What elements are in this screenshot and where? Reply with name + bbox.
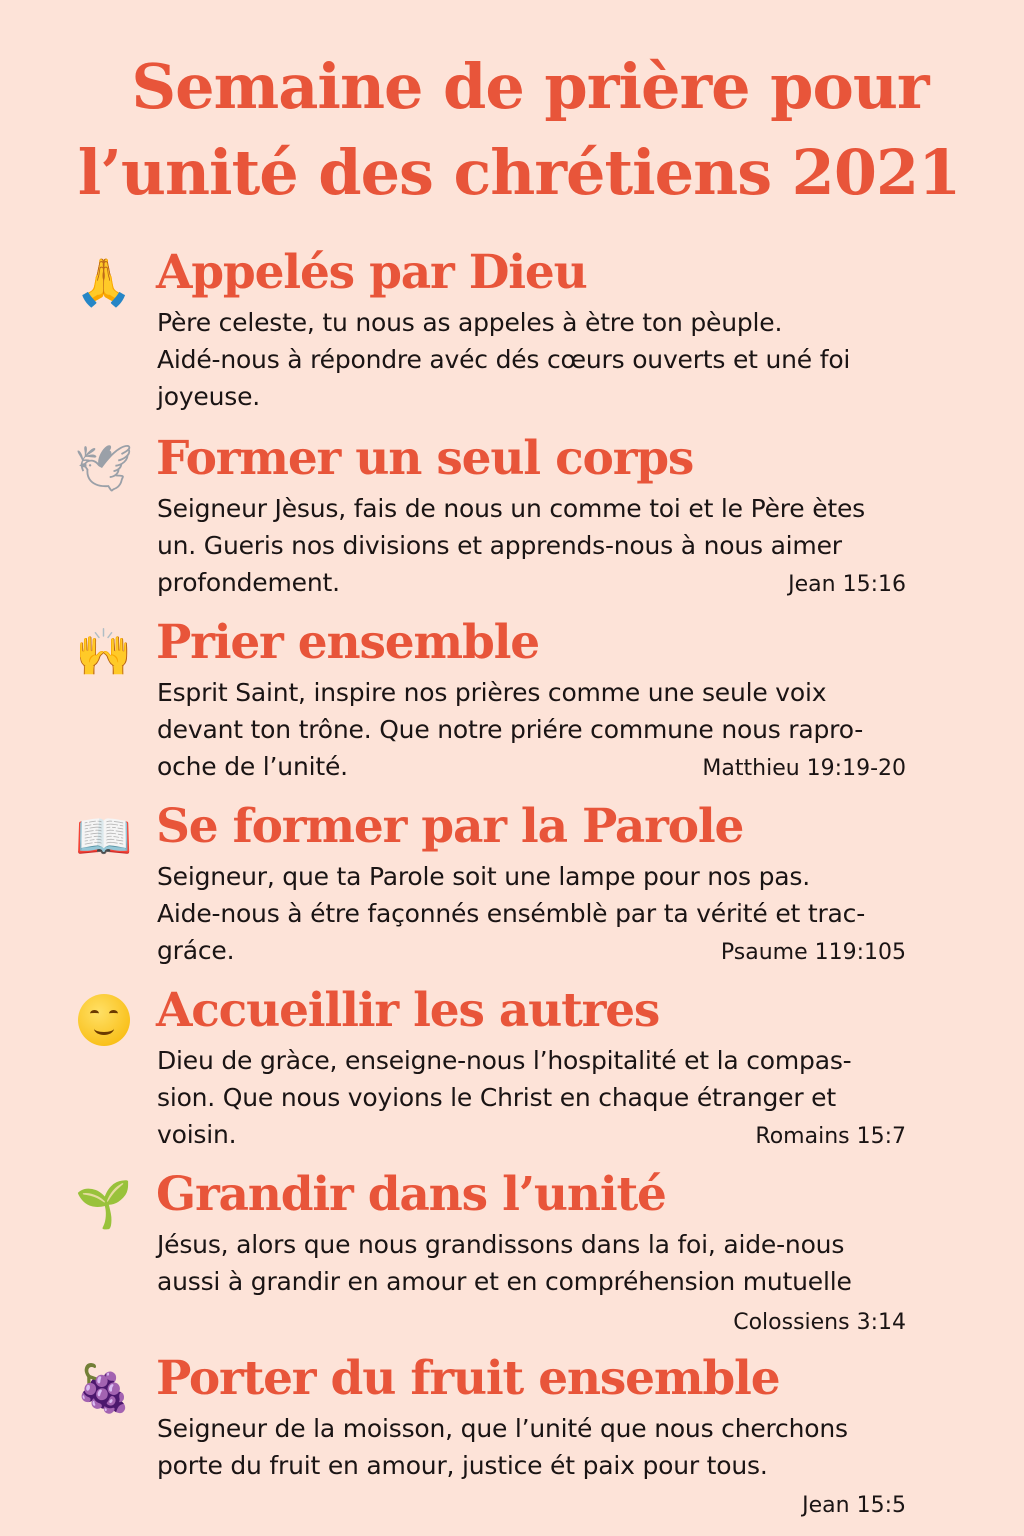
day-title: Se former par la Parole xyxy=(156,799,744,854)
day-title: Grandir dans l’unité xyxy=(156,1167,666,1222)
day-title: Former un seul corps xyxy=(156,431,694,486)
day-prayer-text: Seigneur, que ta Parole soit une lampe pour nos pas. Aide-nous à étre façonnés ensémblè par ta vérité et trac- gráce. xyxy=(157,862,866,965)
day-prayer-text: Seigneur de la moisson, que l’unité que nous cherchons porte du fruit en amour, justice ét paix pour tous. xyxy=(157,1414,848,1480)
raised-hands-icon: 🙌 xyxy=(75,625,133,679)
title-line-2: l’unité des chrétiens 2021 xyxy=(77,136,961,209)
smiling-face-icon xyxy=(72,988,136,1052)
praying-hands-icon: 🙏 xyxy=(75,255,133,309)
dove-icon: 🕊 xyxy=(74,441,134,495)
day-title: Appelés par Dieu xyxy=(156,245,587,300)
day-prayer-text: Esprit Saint, inspire nos prières comme une seule voix devant ton trône. Que notre priére commune nous rapro- oche de l’unité. xyxy=(157,678,864,781)
open-book-icon: 📖 xyxy=(75,809,133,863)
grapes-icon: 🍇 xyxy=(75,1361,133,1415)
day-prayer-text: Père celeste, tu nous as appeles à ètre ton pèuple. Aidé-nous à répondre avéc dés cœurs ouverts et uné foi joyeuse. xyxy=(157,308,851,411)
bible-reference: Matthieu 19:19-20 xyxy=(702,756,906,781)
day-title: Porter du fruit ensemble xyxy=(156,1351,780,1406)
day-prayer-text: Dieu de gràce, enseigne-nous l’hospitalité et la compas- sion. Que nous voyions le Christ en chaque étranger et voisin. xyxy=(157,1046,852,1149)
day-prayer-text: Seigneur Jèsus, fais de nous un comme toi et le Père ètes un. Gueris nos divisions et apprends-nous à nous aimer profondement. xyxy=(157,494,866,597)
title-line-1: Semaine de prière pour xyxy=(131,50,929,123)
seedling-icon: 🌱 xyxy=(75,1177,133,1231)
day-title: Accueillir les autres xyxy=(156,983,660,1038)
bible-reference: Jean 15:16 xyxy=(788,572,906,597)
bible-reference: Romains 15:7 xyxy=(755,1124,906,1149)
page-title xyxy=(0,0,1024,216)
bible-reference: Colossiens 3:14 xyxy=(733,1310,906,1335)
bible-reference: Jean 15:5 xyxy=(802,1493,906,1518)
bible-reference: Psaume 119:105 xyxy=(720,940,906,965)
day-prayer-text: Jésus, alors que nous grandissons dans la foi, aide-nous aussi à grandir en amour et en compréhension mutuelle xyxy=(157,1230,852,1296)
day-title: Prier ensemble xyxy=(156,615,539,670)
